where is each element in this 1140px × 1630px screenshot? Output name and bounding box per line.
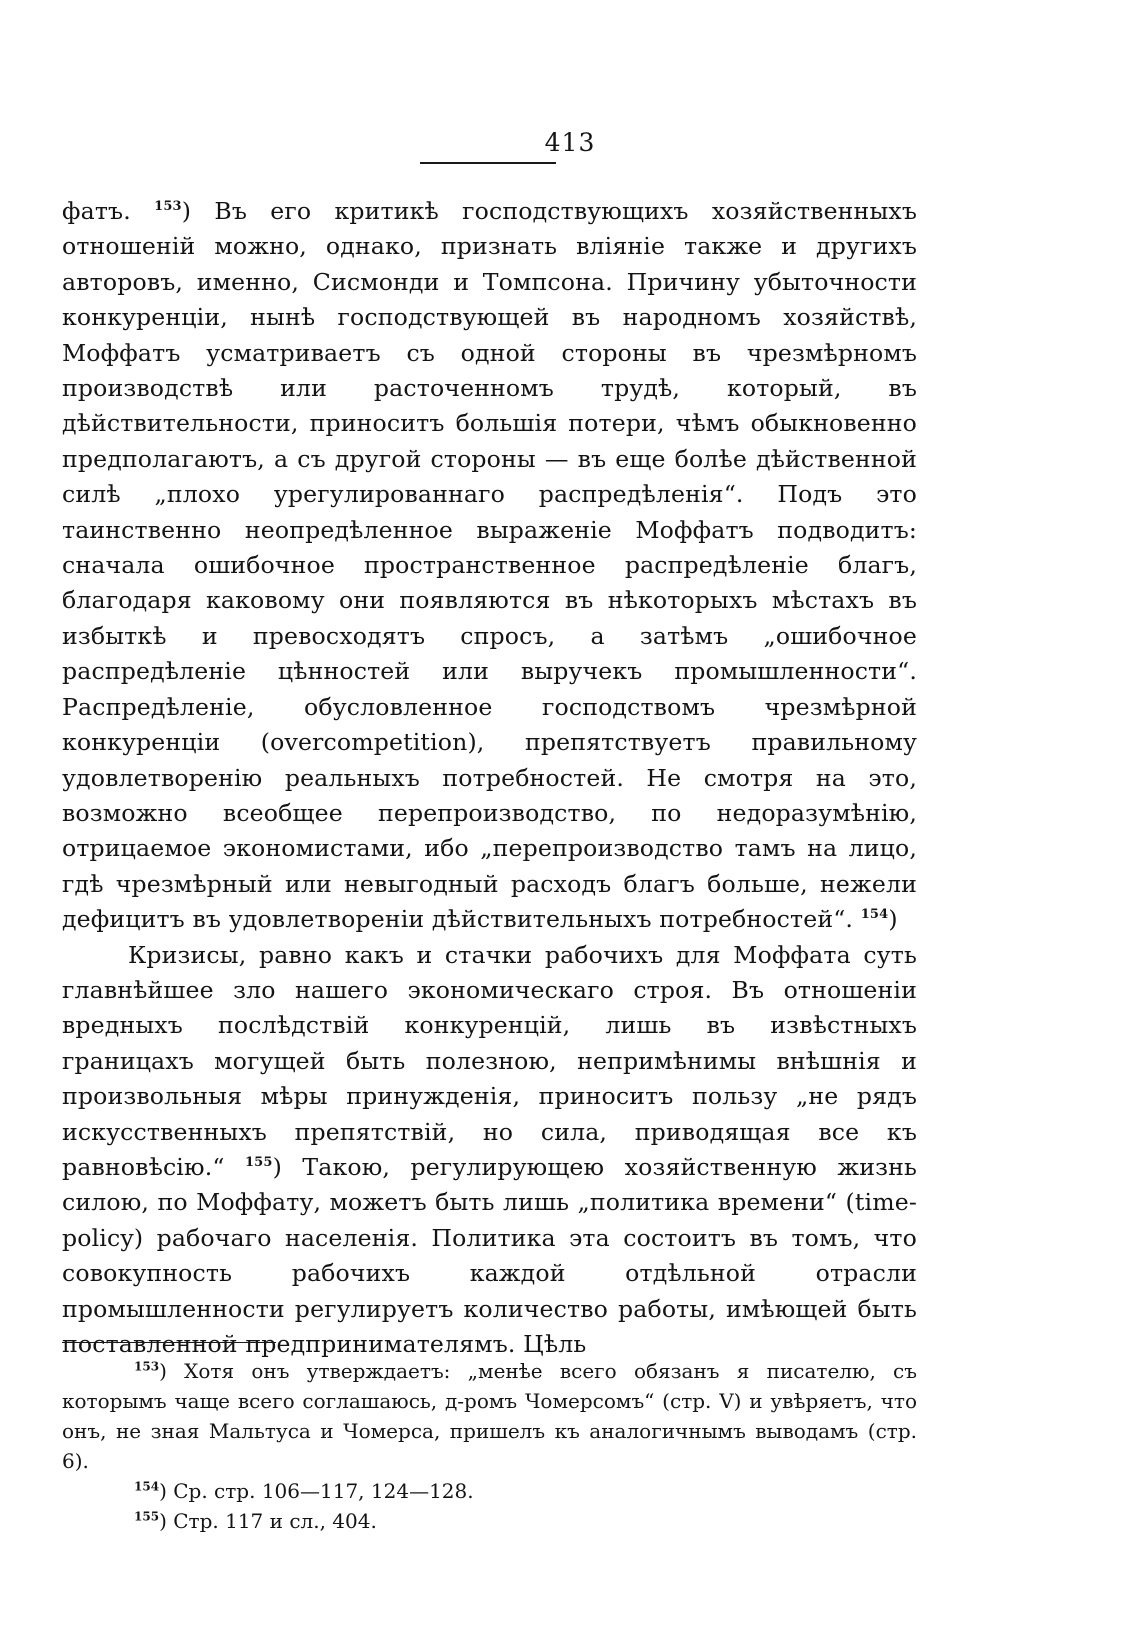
footnote-rule (62, 1342, 276, 1343)
page-number: 413 (544, 128, 596, 157)
footnote-marker: 153 (134, 1359, 160, 1374)
footnote-marker: 155 (134, 1509, 160, 1524)
footnote-155 (62, 1506, 917, 1536)
paragraph-2 (62, 938, 917, 1363)
footnote-ref-153: 153 (154, 199, 182, 215)
paragraph-2-text: Кризисы, равно какъ и стачки рабочихъ для Моффата суть главнѣйшее зло нашего экономическаго строя. Въ отношенiи вредныхъ послѣдствiй конкуренцiй, лишь въ извѣстныхъ границахъ могущей быть полезною, непримѣнимы внѣшнiя и произвольныя мѣры принужденiя, приноситъ пользу „не рядъ искусственныхъ препятствiй, но сила, приводящая все къ равновѣсiю.“ (62, 940, 917, 1181)
paragraph-1-text: ) Въ его критикѣ господствующихъ хозяйственныхъ отношенiй можно, однако, признать влiянiе также и другихъ авторовъ, именно, Сисмонди и Томпсона. Причину убыточности конкуренцiи, нынѣ господствующей въ народномъ хозяйствѣ, Моффатъ усматриваетъ съ одной стороны въ чрезмѣрномъ производствѣ или расточенномъ трудѣ, который, въ дѣйствительности, приноситъ большiя потери, чѣмъ обыкновенно предполагаютъ, а съ другой стороны — въ еще болѣе дѣйственной силѣ „плохо урегулированнаго распредѣленiя“. Подъ это таинственно неопредѣленное выраженiе Моффатъ подводитъ: сначала ошибочное пространственное распредѣленiе благъ, благодаря каковому они появляются въ нѣкоторыхъ мѣстахъ въ избыткѣ и превосходятъ спросъ, а затѣмъ „ошибочное распредѣленiе цѣнностей или выручекъ промышленности“. Распредѣленiе, обусловленное господствомъ чрезмѣрной конкуренцiи (overcompetition), препятствуетъ правильному удовлетворенiю реальныхъ потребностей. Не смотря на это, возможно всеобщее перепроизводство, по недоразумѣнiю, отрицаемое экономистами, ибо „перепроизводство тамъ на лицо, гдѣ чрезмѣрный или невыгодный расходъ благъ больше, нежели дефицитъ въ удовлетворенiи дѣйствительныхъ потребностей“. (62, 197, 917, 934)
footnote-text: ) Хотя онъ утверждаетъ: „менѣе всего обязанъ я писателю, съ которымъ чаще всего соглашаюсь, д-ромъ Чомерсомъ“ (стр. V) и увѣряетъ, что онъ, не зная Мальтуса и Чомерса, пришелъ къ аналогичнымъ выводамъ (стр. 6). (62, 1359, 917, 1473)
footnote-154 (62, 1476, 917, 1506)
footnote-153 (62, 1356, 917, 1476)
paragraph-1-tail: ) (888, 905, 898, 934)
footnote-text: ) Ср. стр. 106—117, 124—128. (159, 1479, 474, 1503)
footnotes (62, 1356, 917, 1536)
footnote-ref-155: 155 (244, 1155, 273, 1171)
paragraph-2-text-continued: ) Такою, регулирующею хозяйственную жизнь силою, по Моффату, можетъ быть лишь „политика времени“ (time-policy) рабочаго населенiя. Политика эта состоитъ въ томъ, что совокупность рабочихъ каждой отдѣльной отрасли промышленности регулируетъ количество работы, имѣющей быть поставленной предпринимателямъ. Цѣль (62, 1152, 917, 1358)
footnote-ref-154: 154 (860, 907, 889, 923)
paragraph-1-lead: фатъ. (62, 197, 131, 225)
footnote-text: ) Стр. 117 и сл., 404. (159, 1509, 377, 1533)
body-text (62, 194, 917, 1362)
footnote-marker: 154 (134, 1479, 160, 1494)
header-rule (420, 162, 556, 164)
paragraph-1 (62, 194, 917, 938)
